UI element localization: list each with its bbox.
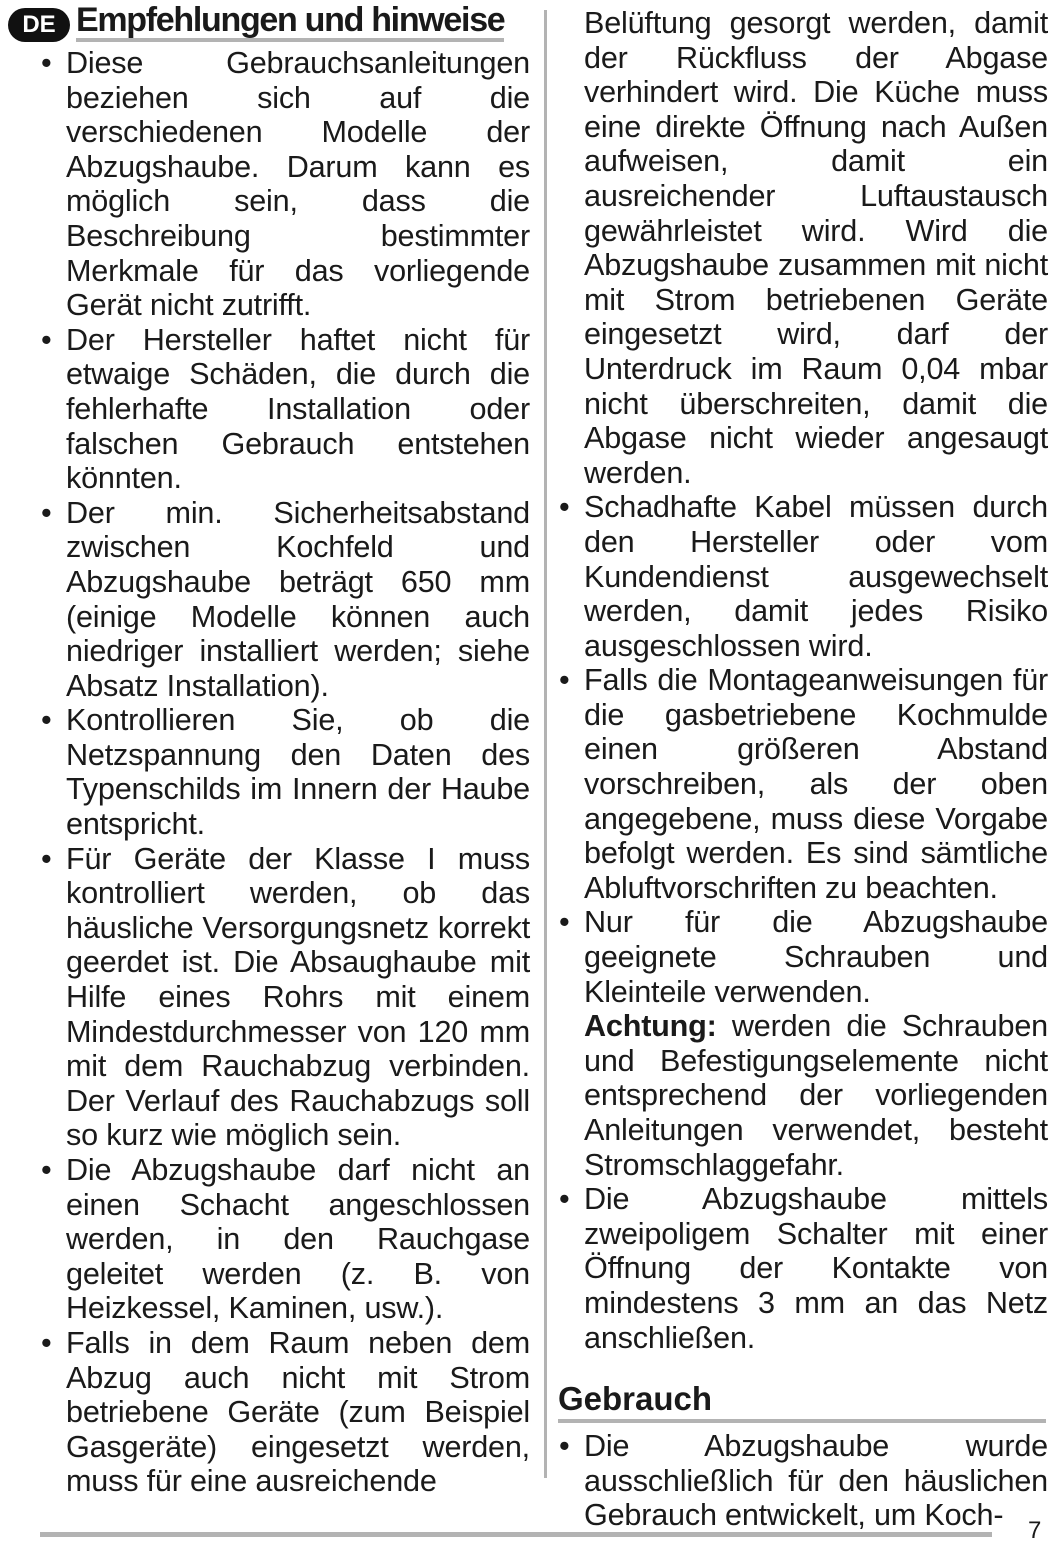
column-divider (544, 10, 547, 1478)
list-item: • Der min. Sicherheitsabstand zwischen Kochfeld und Abzugshaube beträgt 650 mm (einige Modelle können auch niedriger installiert werden; siehe Absatz Installation). (40, 496, 530, 704)
list-item: • Der Hersteller haftet nicht für etwaige Schäden, die durch die fehlerhafte Installation oder falschen Gebrauch entstehen könnten. (40, 323, 530, 496)
page-title: Empfehlungen und hinweise (76, 3, 504, 42)
language-badge: DE (8, 8, 70, 42)
page-number: 7 (1028, 1517, 1042, 1544)
warning-note (558, 1009, 1048, 1182)
section-heading (8, 1, 530, 42)
list-item: • Diese Gebrauchsanleitungen beziehen sich auf die verschiedenen Modelle der Abzugshaube. Darum kann es möglich sein, dass die Beschreibung bestimmter Merkmale für das vorliegende Gerät nicht zutrifft. (40, 46, 530, 323)
list-item: • Die Abzugshaube mittels zweipoligem Schalter mit einer Öffnung der Kontakte von mindestens 3 mm an das Netz anschließen. (558, 1182, 1048, 1355)
list-item: • Für Geräte der Klasse I muss kontrolliert werden, ob das häusliche Versorgungsnetz korrekt geerdet ist. Die Absaughaube mit Hilfe eines Rohrs mit einem Mindestdurchmesser von 120 mm mit dem Rauchabzug verbinden. Der Verlauf des Rauchabzugs soll so kurz wie möglich sein. (40, 842, 530, 1153)
list-item: • Kontrollieren Sie, ob die Netzspannung den Daten des Typenschilds im Innern der Haube entspricht. (40, 703, 530, 841)
list-item: • Die Abzugshaube wurde ausschließlich für den häuslichen Gebrauch entwickelt, um Koch- (558, 1429, 1048, 1533)
recommendations-list-left (40, 46, 530, 1499)
list-item: • Die Abzugshaube darf nicht an einen Schacht angeschlossen werden, in den Rauchgase geleitet werden (z. B. von Heizkessel, Kaminen, usw.). (40, 1153, 530, 1326)
recommendations-list-right (558, 490, 1048, 1009)
usage-list (558, 1429, 1048, 1533)
right-column (558, 6, 1048, 1533)
list-item-continuation: Belüftung gesorgt werden, damit der Rückfluss der Abgase verhindert wird. Die Küche muss eine direkte Öffnung nach Außen aufweisen, damit ein ausreichender Luftaustausch gewährleistet wird. Wird die Abzugshaube zusammen mit nicht mit Strom betriebenen Geräte eingesetzt wird, darf der Unterdruck im Raum 0,04 mbar nicht überschreiten, damit die Abgase nicht wieder angesaugt werden. (584, 6, 1048, 490)
list-item: • Schadhafte Kabel müssen durch den Hersteller oder vom Kundendienst ausgewechselt werden, damit jedes Risiko ausgeschlossen wird. (558, 490, 1048, 663)
list-item: • Falls in dem Raum neben dem Abzug auch nicht mit Strom betriebene Geräte (zum Beispiel Gasgeräte) eingesetzt werden, muss für eine ausreichende (40, 1326, 530, 1499)
footer-rule (40, 1532, 992, 1537)
warning-text: werden die Schrauben und Befestigungselemente nicht entsprechend der vorliegenden Anleitungen verwendet, besteht Stromschlaggefahr. (584, 1009, 1048, 1182)
left-column (22, 1, 530, 1499)
list-item: • Falls die Montageanweisungen für die gasbetriebene Kochmulde einen größeren Abstand vorschreiben, als der oben angegebene, muss diese Vorgabe befolgt werden. Es sind sämtliche Abluftvorschriften zu beachten. (558, 663, 1048, 905)
warning-label: Achtung: (584, 1009, 717, 1044)
list-item: • Nur für die Abzugshaube geeignete Schrauben und Kleinteile verwenden. (558, 905, 1048, 1009)
section-title-gebrauch: Gebrauch (558, 1381, 1046, 1423)
recommendations-list-right-2 (558, 1182, 1048, 1355)
